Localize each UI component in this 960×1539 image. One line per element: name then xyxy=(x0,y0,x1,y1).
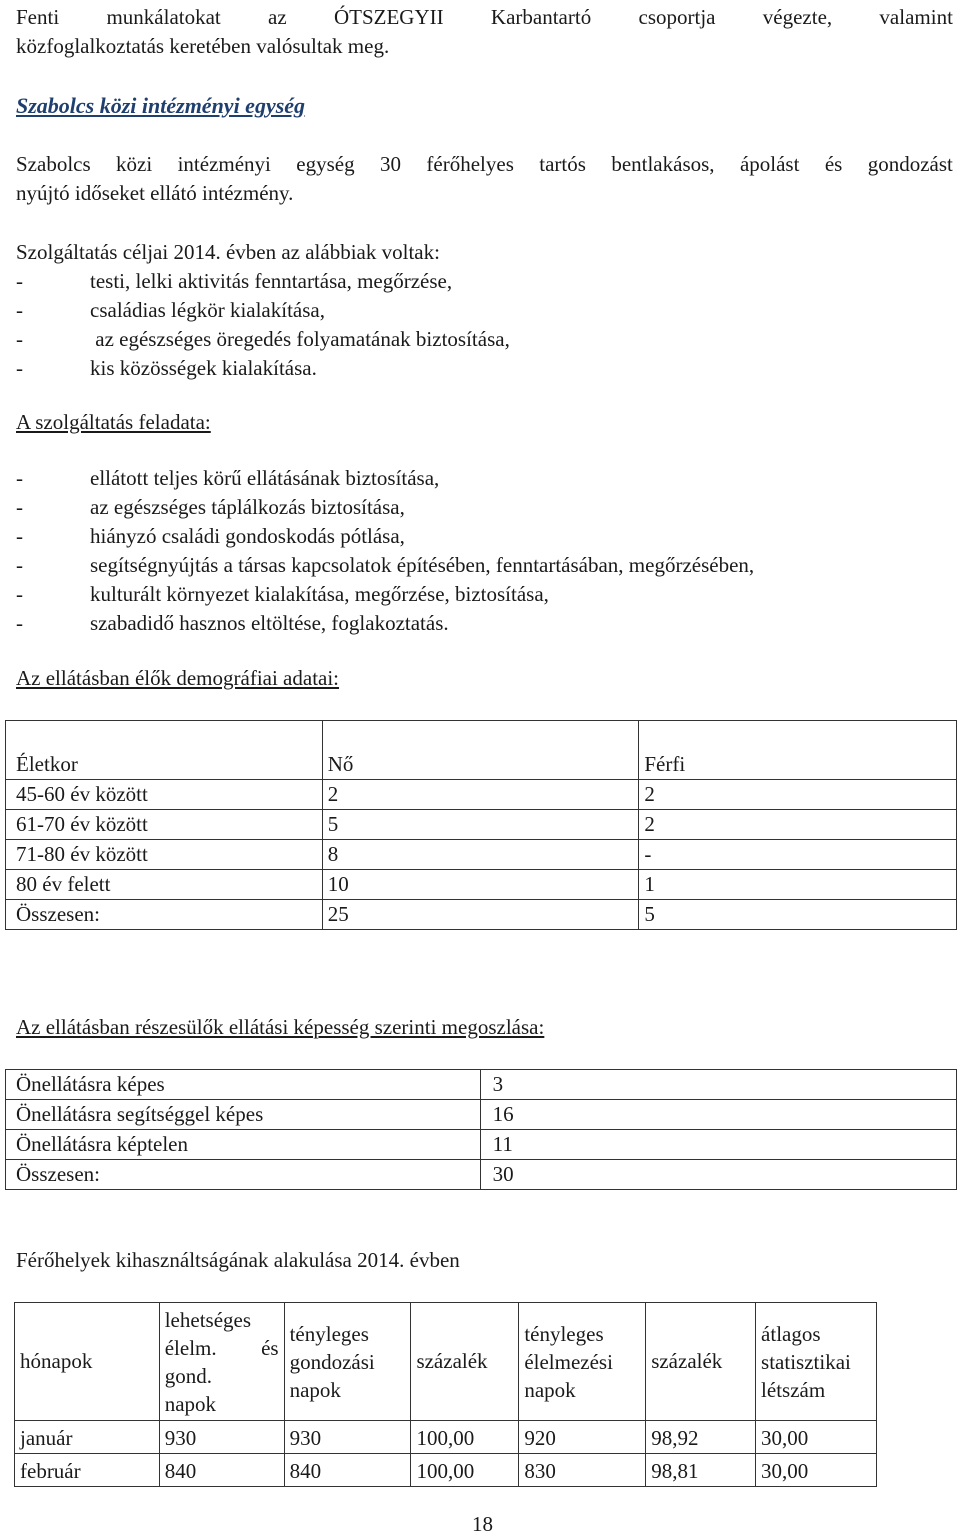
page-number: 18 xyxy=(472,1512,493,1536)
table-header-cell: hónapok xyxy=(15,1303,160,1421)
description-word: ápolást xyxy=(739,152,800,176)
list-item xyxy=(16,267,510,296)
capability-heading: Az ellátásban részesülők ellátási képesség szerinti megoszlása: xyxy=(16,1015,545,1039)
table-cell: 930 xyxy=(159,1421,284,1454)
list-dash: - xyxy=(16,466,23,490)
table-cell: 100,00 xyxy=(411,1421,519,1454)
header-line: statisztikai xyxy=(761,1349,851,1374)
list-item-text: kis közösségek kialakítása. xyxy=(90,356,317,380)
list-dash: - xyxy=(16,582,23,606)
list-item-text: ellátott teljes körű ellátásának biztosítása, xyxy=(90,466,440,490)
intro-line-1 xyxy=(16,3,953,32)
tasks-heading: A szolgáltatás feladata: xyxy=(16,410,211,434)
table-header-cell: százalék xyxy=(646,1303,756,1421)
header-line: élelmezési xyxy=(524,1349,613,1374)
description-word: bentlakásos, xyxy=(611,152,715,176)
header-word: és xyxy=(261,1335,279,1360)
table-header-cell: Nő xyxy=(322,721,639,780)
table-cell: Összesen: xyxy=(6,1160,481,1190)
description-word: tartós xyxy=(539,152,586,176)
header-line: gondozási xyxy=(289,1349,375,1374)
list-item xyxy=(16,354,510,383)
list-item-text: az egészséges öregedés folyamatának biztosítása, xyxy=(90,327,510,351)
list-item xyxy=(16,325,510,354)
table-cell: február xyxy=(15,1454,160,1487)
description-word: gondozást xyxy=(867,152,953,176)
description-word: 30 xyxy=(380,152,402,176)
description-word: férőhelyes xyxy=(426,152,514,176)
description-word: Szabolcs xyxy=(16,152,91,176)
table-row xyxy=(6,900,957,930)
description-word: közi xyxy=(116,152,153,176)
table-cell: 98,81 xyxy=(646,1454,756,1487)
header-line: napok xyxy=(524,1377,576,1402)
intro-word: valamint xyxy=(879,5,953,29)
section-title: Szabolcs közi intézményi egység xyxy=(16,93,306,118)
description-line-2: nyújtó időseket ellátó intézmény. xyxy=(16,181,294,205)
table-cell: 100,00 xyxy=(411,1454,519,1487)
table-header-cell: százalék xyxy=(411,1303,519,1421)
table-cell: 71-80 év között xyxy=(6,840,323,870)
intro-word: az xyxy=(268,5,287,29)
list-dash: - xyxy=(16,611,23,635)
goals-heading: Szolgáltatás céljai 2014. évben az alábbiak voltak: xyxy=(16,240,440,264)
table-cell: 98,92 xyxy=(646,1421,756,1454)
table-row xyxy=(15,1421,877,1454)
table-cell: 16 xyxy=(480,1100,956,1130)
table-cell: 830 xyxy=(519,1454,646,1487)
list-item xyxy=(16,493,754,522)
list-item xyxy=(16,580,754,609)
description-line-1 xyxy=(16,150,953,179)
table-cell: Összesen: xyxy=(6,900,323,930)
list-item-text: családias légkör kialakítása, xyxy=(90,298,325,322)
list-item xyxy=(16,464,754,493)
table-cell: 61-70 év között xyxy=(6,810,323,840)
table-row xyxy=(6,1070,957,1100)
table-cell: 920 xyxy=(519,1421,646,1454)
table-cell: 5 xyxy=(639,900,957,930)
table-cell: 2 xyxy=(322,780,639,810)
table-cell: 3 xyxy=(480,1070,956,1100)
table-cell: 80 év felett xyxy=(6,870,323,900)
demographics-heading: Az ellátásban élők demográfiai adatai: xyxy=(16,666,340,690)
table-header-cell xyxy=(284,1303,411,1421)
header-line: tényleges xyxy=(289,1321,369,1346)
demographics-table xyxy=(5,720,957,930)
intro-word: Karbantartó xyxy=(490,5,592,29)
goals-list xyxy=(16,267,510,383)
table-cell: Önellátásra segítséggel képes xyxy=(6,1100,481,1130)
intro-line-2: közfoglalkoztatás keretében valósultak meg. xyxy=(16,34,390,58)
intro-word: Fenti xyxy=(16,5,60,29)
table-cell: Önellátásra képes xyxy=(6,1070,481,1100)
list-item-text: segítségnyújtás a társas kapcsolatok építésében, fenntartásában, megőrzésében, xyxy=(90,553,755,577)
table-cell: 930 xyxy=(284,1421,411,1454)
list-dash: - xyxy=(16,524,23,548)
intro-word: végezte, xyxy=(762,5,833,29)
header-word: élelm. xyxy=(164,1335,217,1360)
table-row xyxy=(6,840,957,870)
occupancy-heading: Férőhelyek kihasználtságának alakulása 2014. évben xyxy=(16,1248,460,1272)
table-cell: 10 xyxy=(322,870,639,900)
list-item-text: testi, lelki aktivitás fenntartása, megőrzése, xyxy=(90,269,453,293)
list-dash: - xyxy=(16,298,23,322)
list-item-text: kulturált környezet kialakítása, megőrzése, biztosítása, xyxy=(90,582,549,606)
table-cell: 2 xyxy=(639,810,957,840)
table-cell: 8 xyxy=(322,840,639,870)
header-line: napok xyxy=(164,1391,217,1416)
list-dash: - xyxy=(16,356,23,380)
header-line: lehetséges xyxy=(164,1307,252,1332)
table-header-cell: Életkor xyxy=(6,721,323,780)
header-line: létszám xyxy=(761,1377,826,1402)
intro-word: munkálatokat xyxy=(106,5,221,29)
table-cell: 11 xyxy=(480,1130,956,1160)
occupancy-table xyxy=(14,1302,877,1487)
intro-word: csoportja xyxy=(638,5,716,29)
header-line: átlagos xyxy=(761,1321,821,1346)
table-header-row xyxy=(15,1303,877,1421)
table-cell: Önellátásra képtelen xyxy=(6,1130,481,1160)
list-dash: - xyxy=(16,327,23,351)
table-row xyxy=(6,1100,957,1130)
list-dash: - xyxy=(16,553,23,577)
table-header-cell: Férfi xyxy=(639,721,957,780)
table-cell: 5 xyxy=(322,810,639,840)
header-line: napok xyxy=(289,1377,341,1402)
list-dash: - xyxy=(16,269,23,293)
list-item xyxy=(16,296,510,325)
table-row xyxy=(6,1160,957,1190)
list-item xyxy=(16,609,754,638)
table-header-row xyxy=(6,721,957,780)
description-word: egység xyxy=(296,152,355,176)
intro-word: ÓTSZEGYII xyxy=(333,5,444,29)
list-item-text: hiányzó családi gondoskodás pótlása, xyxy=(90,524,405,548)
list-item-text: szabadidő hasznos eltöltése, foglakoztatás. xyxy=(90,611,449,635)
description-word: intézményi xyxy=(177,152,271,176)
table-row xyxy=(15,1454,877,1487)
table-row xyxy=(6,810,957,840)
description-word: és xyxy=(824,152,843,176)
table-cell: 840 xyxy=(284,1454,411,1487)
list-item xyxy=(16,522,754,551)
table-cell: 30,00 xyxy=(756,1454,877,1487)
goals-section xyxy=(16,238,510,383)
table-cell: 2 xyxy=(639,780,957,810)
table-header-cell xyxy=(519,1303,646,1421)
table-cell: 30,00 xyxy=(756,1421,877,1454)
header-line xyxy=(165,1334,279,1362)
table-cell: 25 xyxy=(322,900,639,930)
header-line: gond. xyxy=(164,1363,212,1388)
table-cell: 30 xyxy=(480,1160,956,1190)
table-cell: 45-60 év között xyxy=(6,780,323,810)
list-item xyxy=(16,551,754,580)
table-cell: január xyxy=(15,1421,160,1454)
table-cell: - xyxy=(639,840,957,870)
table-cell: 1 xyxy=(639,870,957,900)
table-cell: 840 xyxy=(159,1454,284,1487)
list-dash: - xyxy=(16,495,23,519)
list-item-text: az egészséges táplálkozás biztosítása, xyxy=(90,495,405,519)
capability-table xyxy=(5,1069,957,1190)
header-line: tényleges xyxy=(524,1321,604,1346)
table-row xyxy=(6,870,957,900)
table-row xyxy=(6,1130,957,1160)
table-row xyxy=(6,780,957,810)
tasks-list xyxy=(16,464,754,638)
table-header-cell xyxy=(159,1303,284,1421)
table-header-cell xyxy=(756,1303,877,1421)
